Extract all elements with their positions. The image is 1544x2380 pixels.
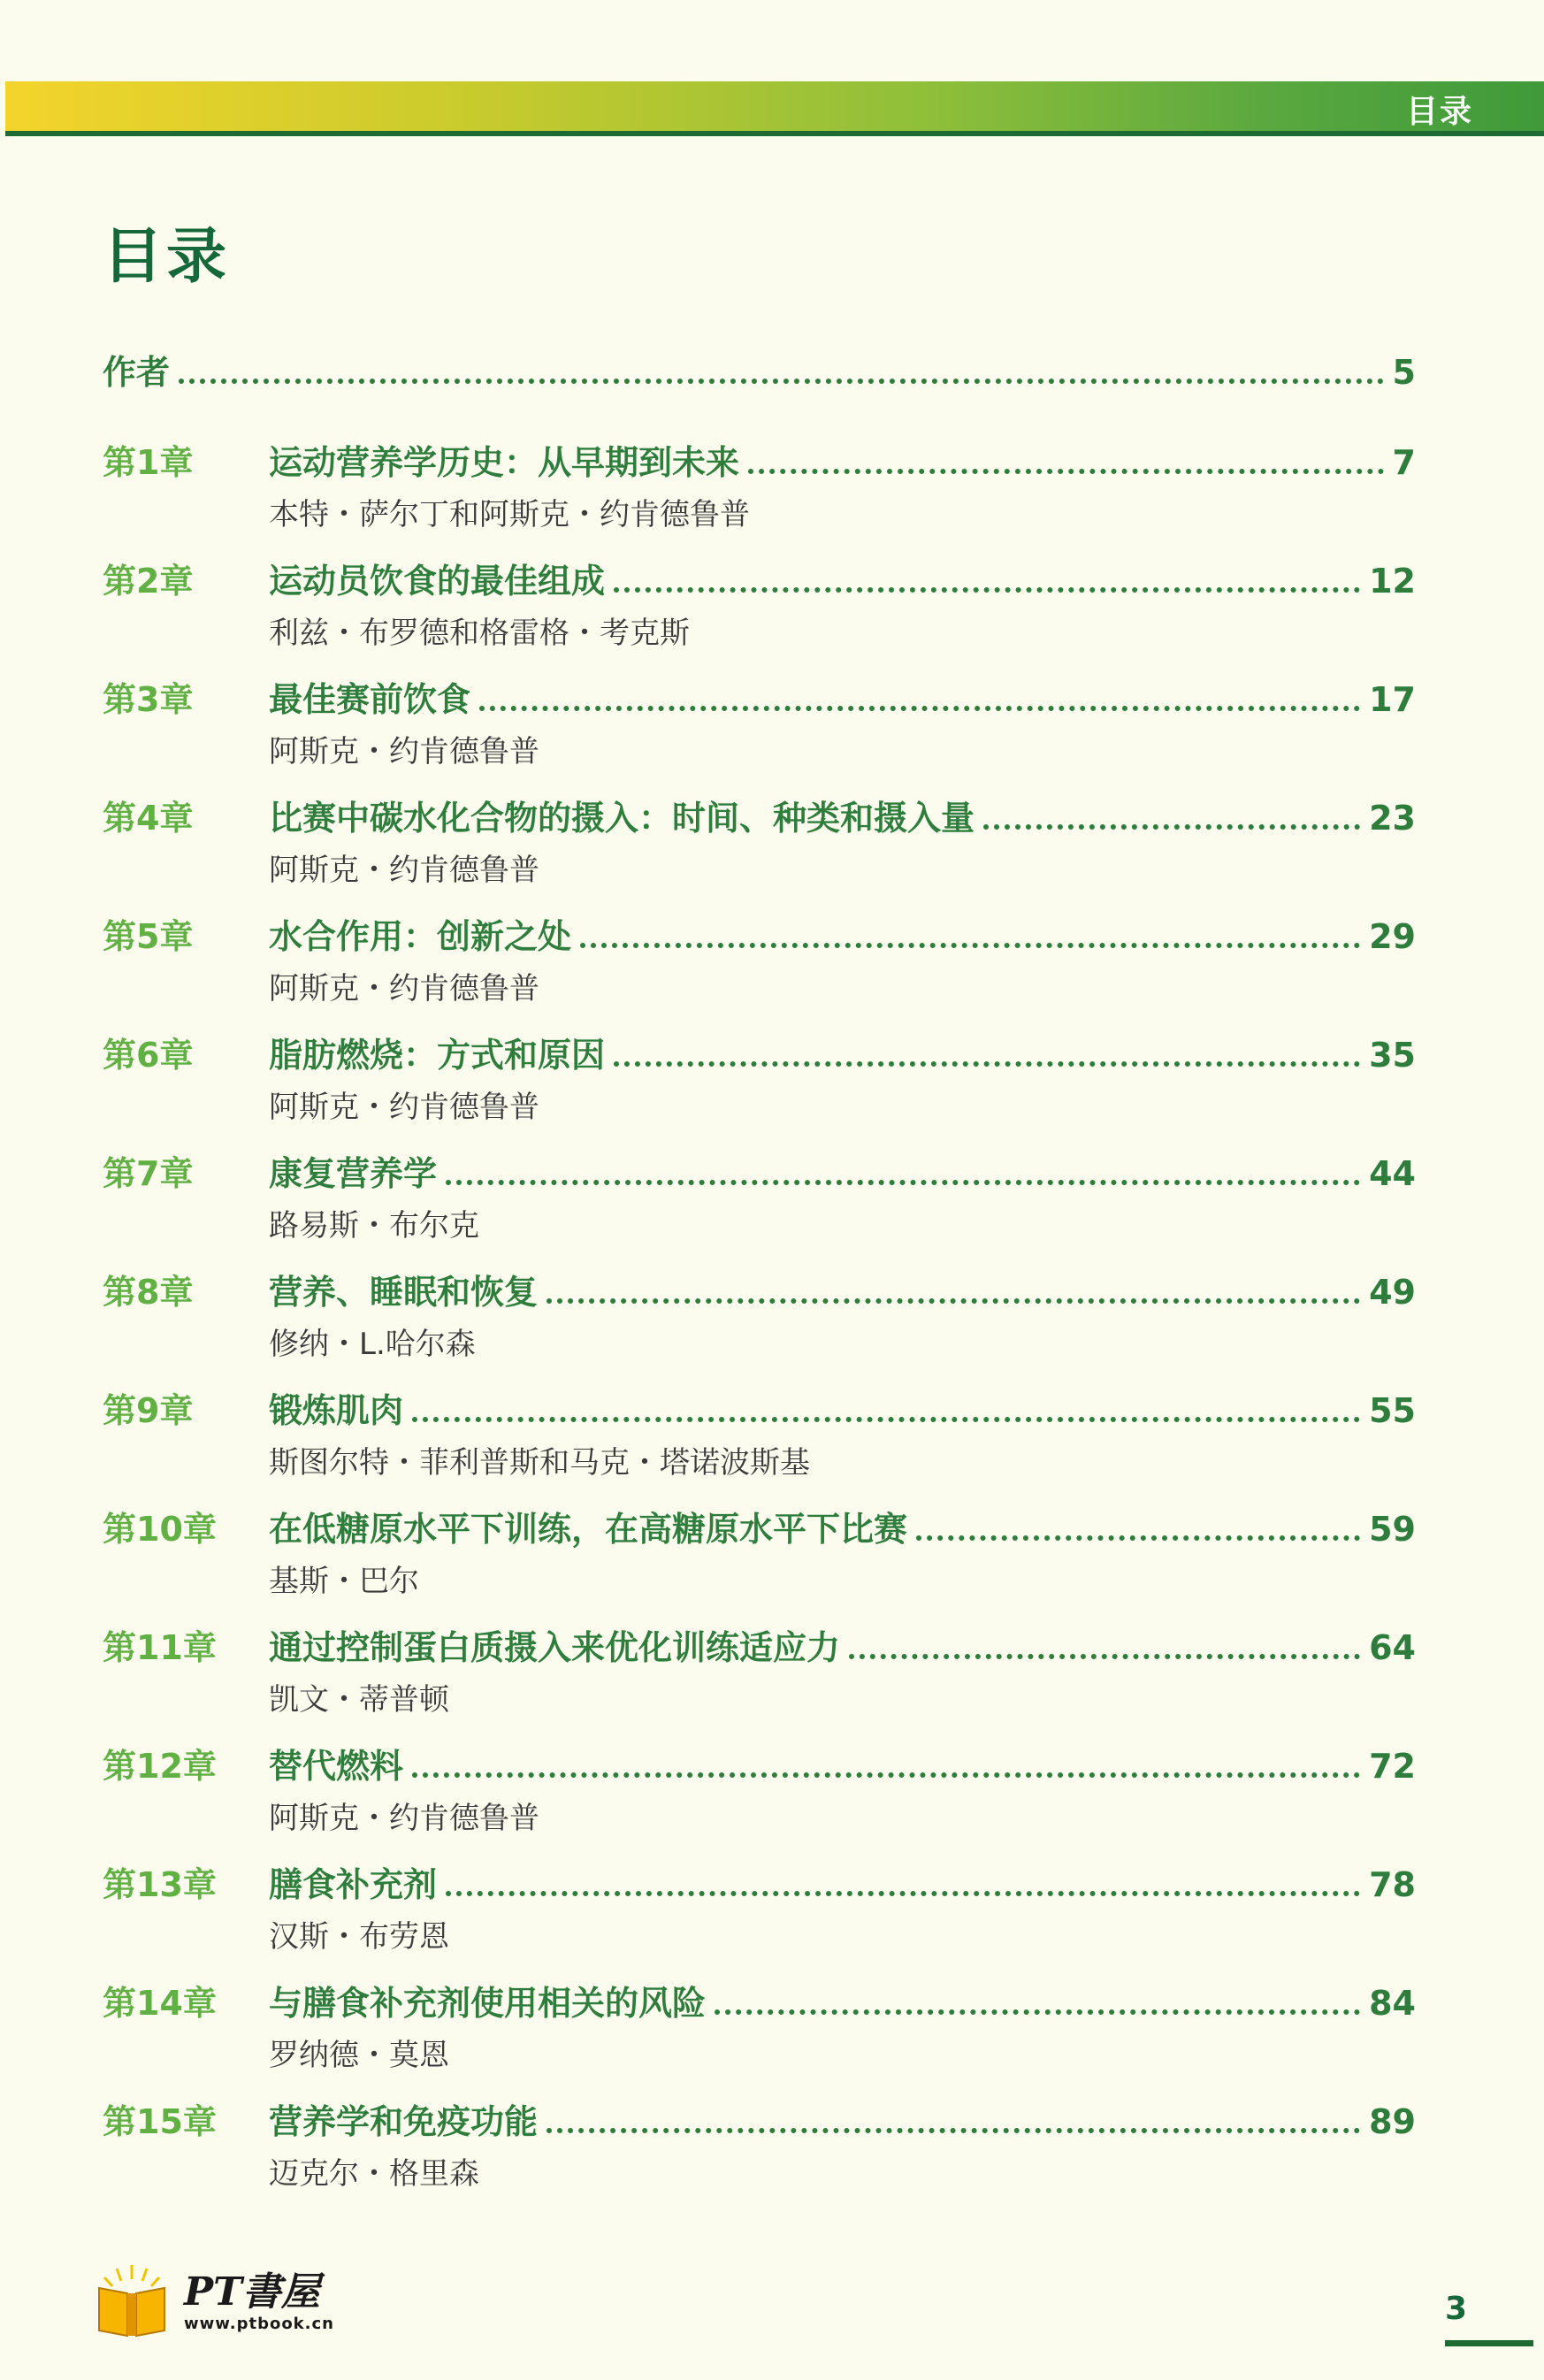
chapter-number: 第4章 [103,799,194,838]
chapter-title: 在低糖原水平下训练，在高糖原水平下比赛 [269,1510,908,1549]
toc-entry-chapter[interactable] [103,554,1416,662]
chapter-title: 锻炼肌肉 [269,1391,404,1430]
chapter-page: 44 [1369,1154,1416,1193]
toc-row [103,554,1416,607]
chapter-author: 迈克尔・格里森 [269,2156,479,2192]
chapter-number: 第1章 [103,443,194,482]
chapter-title: 营养、睡眠和恢复 [269,1273,539,1312]
toc-entry-chapter[interactable] [103,1146,1416,1254]
toc-row [103,672,1416,725]
chapter-author: 凯文・蒂普顿 [269,1682,449,1718]
chapter-page: 78 [1369,1865,1416,1904]
toc-entry-title: 作者 [103,353,171,392]
publisher-logo [92,2260,340,2348]
chapter-title: 运动员饮食的最佳组成 [269,562,606,601]
chapter-author: 利兹・布罗德和格雷格・考克斯 [269,616,690,651]
chapter-title: 康复营养学 [269,1154,438,1193]
chapter-author: 路易斯・布尔克 [269,1208,479,1244]
toc-row [103,1146,1416,1199]
toc-row [103,435,1416,488]
toc-entry-authors[interactable] [103,345,1416,398]
logo-text: PT書屋 [184,2269,320,2315]
chapter-author: 基斯・巴尔 [269,1564,419,1599]
chapter-number: 第10章 [103,1510,217,1549]
toc-row [103,909,1416,962]
chapter-page: 84 [1369,1984,1416,2023]
chapter-author: 斯图尔特・菲利普斯和马克・塔诺波斯基 [269,1445,810,1481]
dot-leader [916,1534,1360,1541]
dot-leader [547,2127,1360,2133]
chapter-title: 膳食补充剂 [269,1865,438,1904]
book-logo-icon [92,2260,172,2339]
chapter-number: 第2章 [103,562,194,601]
chapter-number: 第14章 [103,1984,217,2023]
chapter-page: 23 [1369,799,1416,838]
dot-leader [748,468,1384,474]
chapter-number: 第9章 [103,1391,194,1430]
chapter-number: 第3章 [103,680,194,719]
chapter-author: 阿斯克・约肯德鲁普 [269,971,539,1006]
chapter-author: 修纳・L.哈尔森 [269,1327,476,1362]
chapter-page: 59 [1369,1510,1416,1549]
toc-entry-chapter[interactable] [103,1502,1416,1610]
dot-leader [179,378,1384,384]
chapter-author: 本特・萨尔丁和阿斯克・约肯德鲁普 [269,497,750,532]
chapter-list [103,435,1416,2202]
dot-leader [614,586,1360,593]
dot-leader [412,1416,1360,1422]
toc-entry-chapter[interactable] [103,435,1416,543]
chapter-title: 通过控制蛋白质摄入来优化训练适应力 [269,1628,841,1667]
chapter-number: 第12章 [103,1747,217,1786]
chapter-title: 脂肪燃烧：方式和原因 [269,1036,606,1075]
toc-row [103,2094,1416,2147]
chapter-author: 罗纳德・莫恩 [269,2038,449,2073]
chapter-page: 29 [1369,917,1416,956]
toc-entry-page: 5 [1392,353,1416,392]
toc-entry-chapter[interactable] [103,1857,1416,1965]
chapter-page: 72 [1369,1747,1416,1786]
dot-leader [547,1297,1360,1304]
page-title: 目录 [103,222,231,292]
logo-url: www.ptbook.cn [184,2315,334,2333]
toc-row [103,1739,1416,1792]
chapter-title: 替代燃料 [269,1747,404,1786]
chapter-page: 64 [1369,1628,1416,1667]
chapter-page: 7 [1392,443,1416,482]
toc-entry-chapter[interactable] [103,1028,1416,1136]
table-of-contents [103,345,1416,2213]
toc-entry-chapter[interactable] [103,2094,1416,2202]
toc-row [103,1383,1416,1436]
chapter-page: 12 [1369,562,1416,601]
chapter-page: 35 [1369,1036,1416,1075]
chapter-title: 最佳赛前饮食 [269,680,471,719]
chapter-number: 第5章 [103,917,194,956]
dot-leader [580,942,1360,948]
header-label: 目录 [1405,94,1473,130]
dot-leader [715,2009,1360,2015]
toc-entry-chapter[interactable] [103,1739,1416,1847]
toc-entry-chapter[interactable] [103,1976,1416,2084]
toc-entry-chapter[interactable] [103,1620,1416,1728]
page-number: 3 [1445,2291,1468,2327]
chapter-author: 阿斯克・约肯德鲁普 [269,1801,539,1836]
chapter-page: 89 [1369,2102,1416,2141]
chapter-number: 第13章 [103,1865,217,1904]
chapter-number: 第11章 [103,1628,217,1667]
toc-row [103,1857,1416,1910]
chapter-author: 汉斯・布劳恩 [269,1919,449,1955]
toc-entry-chapter[interactable] [103,672,1416,780]
dot-leader [446,1179,1360,1185]
toc-entry-chapter[interactable] [103,1383,1416,1491]
toc-row [103,1620,1416,1673]
toc-entry-chapter[interactable] [103,791,1416,899]
chapter-number: 第8章 [103,1273,194,1312]
dot-leader [446,1890,1360,1896]
chapter-number: 第6章 [103,1036,194,1075]
toc-entry-chapter[interactable] [103,909,1416,1017]
chapter-title: 与膳食补充剂使用相关的风险 [269,1984,707,2023]
chapter-number: 第7章 [103,1154,194,1193]
dot-leader [849,1653,1360,1659]
chapter-author: 阿斯克・约肯德鲁普 [269,853,539,888]
toc-row [103,1028,1416,1081]
chapter-author: 阿斯克・约肯德鲁普 [269,1090,539,1125]
toc-row [103,345,1416,398]
chapter-title: 比赛中碳水化合物的摄入：时间、种类和摄入量 [269,799,975,838]
chapter-page: 49 [1369,1273,1416,1312]
dot-leader [412,1772,1360,1778]
toc-row [103,1265,1416,1318]
header-band [5,81,1544,136]
chapter-author: 阿斯克・约肯德鲁普 [269,734,539,769]
toc-entry-chapter[interactable] [103,1265,1416,1373]
toc-row [103,791,1416,844]
chapter-title: 水合作用：创新之处 [269,917,572,956]
page-number-bar [1445,2340,1533,2346]
chapter-title: 营养学和免疫功能 [269,2102,539,2141]
dot-leader [479,705,1360,711]
chapter-number: 第15章 [103,2102,217,2141]
dot-leader [983,823,1360,830]
dot-leader [614,1060,1360,1067]
toc-row [103,1976,1416,2029]
chapter-page: 55 [1369,1391,1416,1430]
chapter-title: 运动营养学历史：从早期到未来 [269,443,740,482]
toc-row [103,1502,1416,1555]
chapter-page: 17 [1369,680,1416,719]
